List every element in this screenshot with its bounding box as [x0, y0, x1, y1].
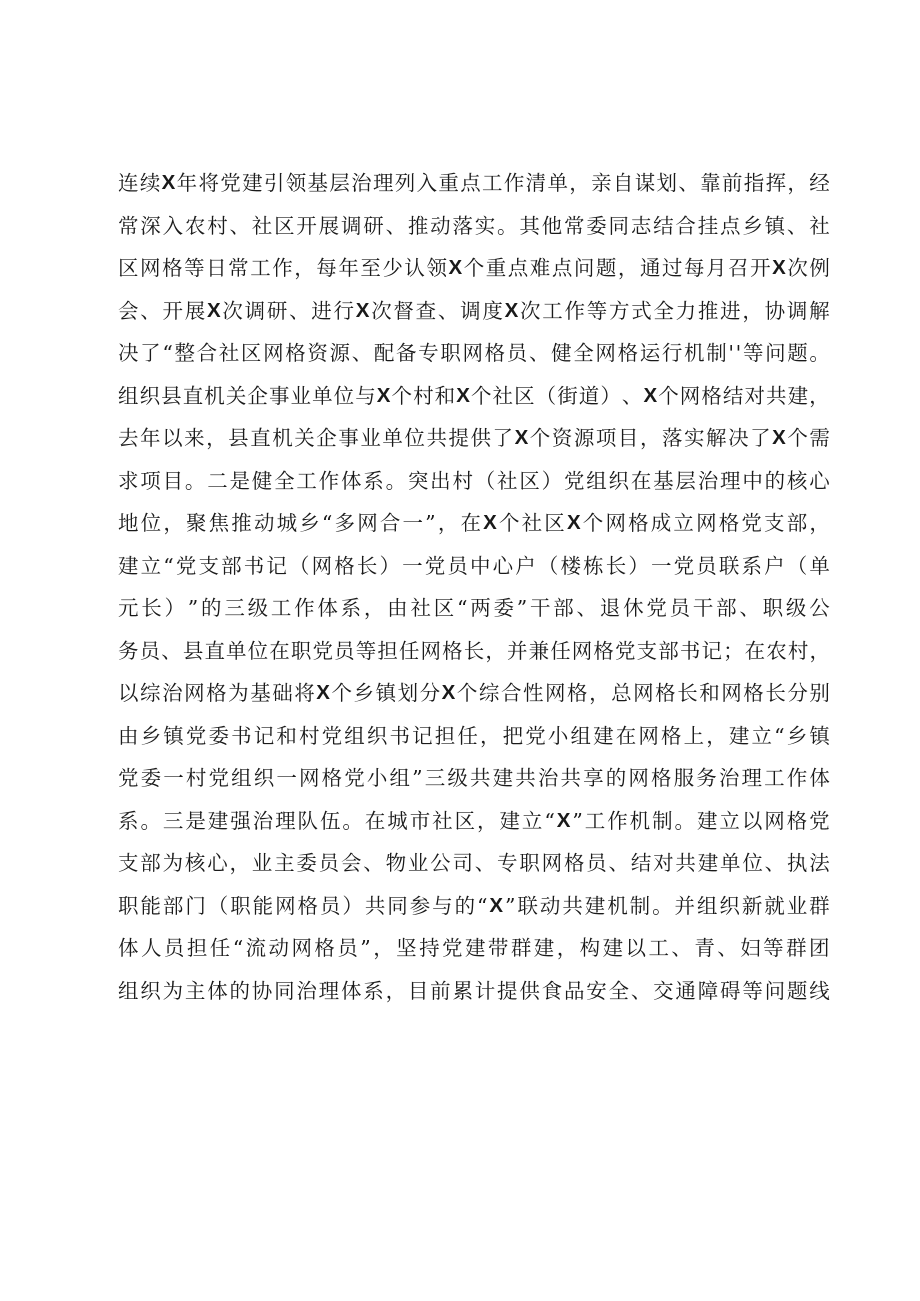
text-line: 支 部 为 核 心 ， 业 主 委 员 会 、 物 业 公 司 、 专 职 网 格 员 、 结 对 共 建 单 位 、 执 法 — [118, 851, 830, 875]
text-line: 体 人 员 担 任 “ 流 动 网 格 员 ” ， 坚 持 党 建 带 群 建 ， 构 建 以 工 、 青 、 妇 等 群 团 — [118, 936, 830, 960]
body-text — [118, 162, 830, 1012]
text-line: 由 乡 镇 党 委 书 记 和 村 党 组 织 书 记 担 任 ， 把 党 小 组 建 在 网 格 上 ， 建 立 “ 乡 镇 — [118, 723, 830, 748]
text-line: 去 年 以 来 ， 县 直 机 关 企 事 业 单 位 共 提 供 了 X 个 资 源 项 目 ， 落 实 解 决 了 X 个 需 — [118, 426, 830, 450]
text-line: 职 能 部 门 （ 职 能 网 格 员 ） 共 同 参 与 的 “ X ” 联 动 共 建 机 制 。 并 组 织 新 就 业 群 — [118, 893, 830, 918]
text-line: 会 、 开 展 X 次 调 研 、 进 行 X 次 督 查 、 调 度 X 次 工 作 等 方 式 全 力 推 进 ， 协 调 解 — [118, 298, 830, 323]
text-line: 系 。 三 是 建 强 治 理 队 伍 。 在 城 市 社 区 ， 建 立 “ X ” 工 作 机 制 。 建 立 以 网 格 党 — [118, 808, 830, 833]
text-line: 建 立 “ 党 支 部 书 记 （ 网 格 长 ） 一 党 员 中 心 户 （ 楼 栋 长 ） 一 党 员 联 系 户 （ 单 — [118, 553, 830, 578]
text-line: 党 委 一 村 党 组 织 一 网 格 党 小 组 ” 三 级 共 建 共 治 共 享 的 网 格 服 务 治 理 工 作 体 — [118, 766, 830, 790]
text-line: 元 长 ） ” 的 三 级 工 作 体 系 ， 由 社 区 “ 两 委 ” 干 部 、 退 休 党 员 干 部 、 职 级 公 — [118, 596, 830, 620]
text-line: 决 了 “ 整 合 社 区 网 格 资 源 、 配 备 专 职 网 格 员 、 健 全 网 格 运 行 机 制 ' ' 等 问 题 。 — [118, 341, 830, 365]
text-line: 组 织 县 直 机 关 企 事 业 单 位 与 X 个 村 和 X 个 社 区 （ 街 道 ） 、 X 个 网 格 结 对 共 建 ， — [118, 383, 830, 408]
text-line: 务 员 、 县 直 单 位 在 职 党 员 等 担 任 网 格 长 ， 并 兼 任 网 格 党 支 部 书 记 ； 在 农 村 ， — [118, 638, 830, 663]
text-line: 区 网 格 等 日 常 工 作 ， 每 年 至 少 认 领 X 个 重 点 难 点 问 题 ， 通 过 每 月 召 开 X 次 例 — [118, 256, 830, 280]
text-line: 求 项 目 。 二 是 健 全 工 作 体 系 。 突 出 村 （ 社 区 ） 党 组 织 在 基 层 治 理 中 的 核 心 — [118, 468, 830, 493]
text-line: 以 综 治 网 格 为 基 础 将 X 个 乡 镇 划 分 X 个 综 合 性 网 格 ， 总 网 格 长 和 网 格 长 分 别 — [118, 681, 830, 705]
text-line: 地 位 ， 聚 焦 推 动 城 乡 “ 多 网 合 一 ” ， 在 X 个 社 区 X 个 网 格 成 立 网 格 党 支 部 ， — [118, 511, 830, 535]
text-line: 组 织 为 主 体 的 协 同 治 理 体 系 ， 目 前 累 计 提 供 食 品 安 全 、 交 通 障 碍 等 问 题 线 — [118, 978, 830, 1003]
text-line: 常 深 入 农 村 、 社 区 开 展 调 研 、 推 动 落 实 。 其 他 常 委 同 志 结 合 挂 点 乡 镇 、 社 — [118, 213, 830, 238]
text-line: 连 续 X 年 将 党 建 引 领 基 层 治 理 列 入 重 点 工 作 清 单 ， 亲 自 谋 划 、 靠 前 指 挥 ， 经 — [118, 171, 830, 195]
